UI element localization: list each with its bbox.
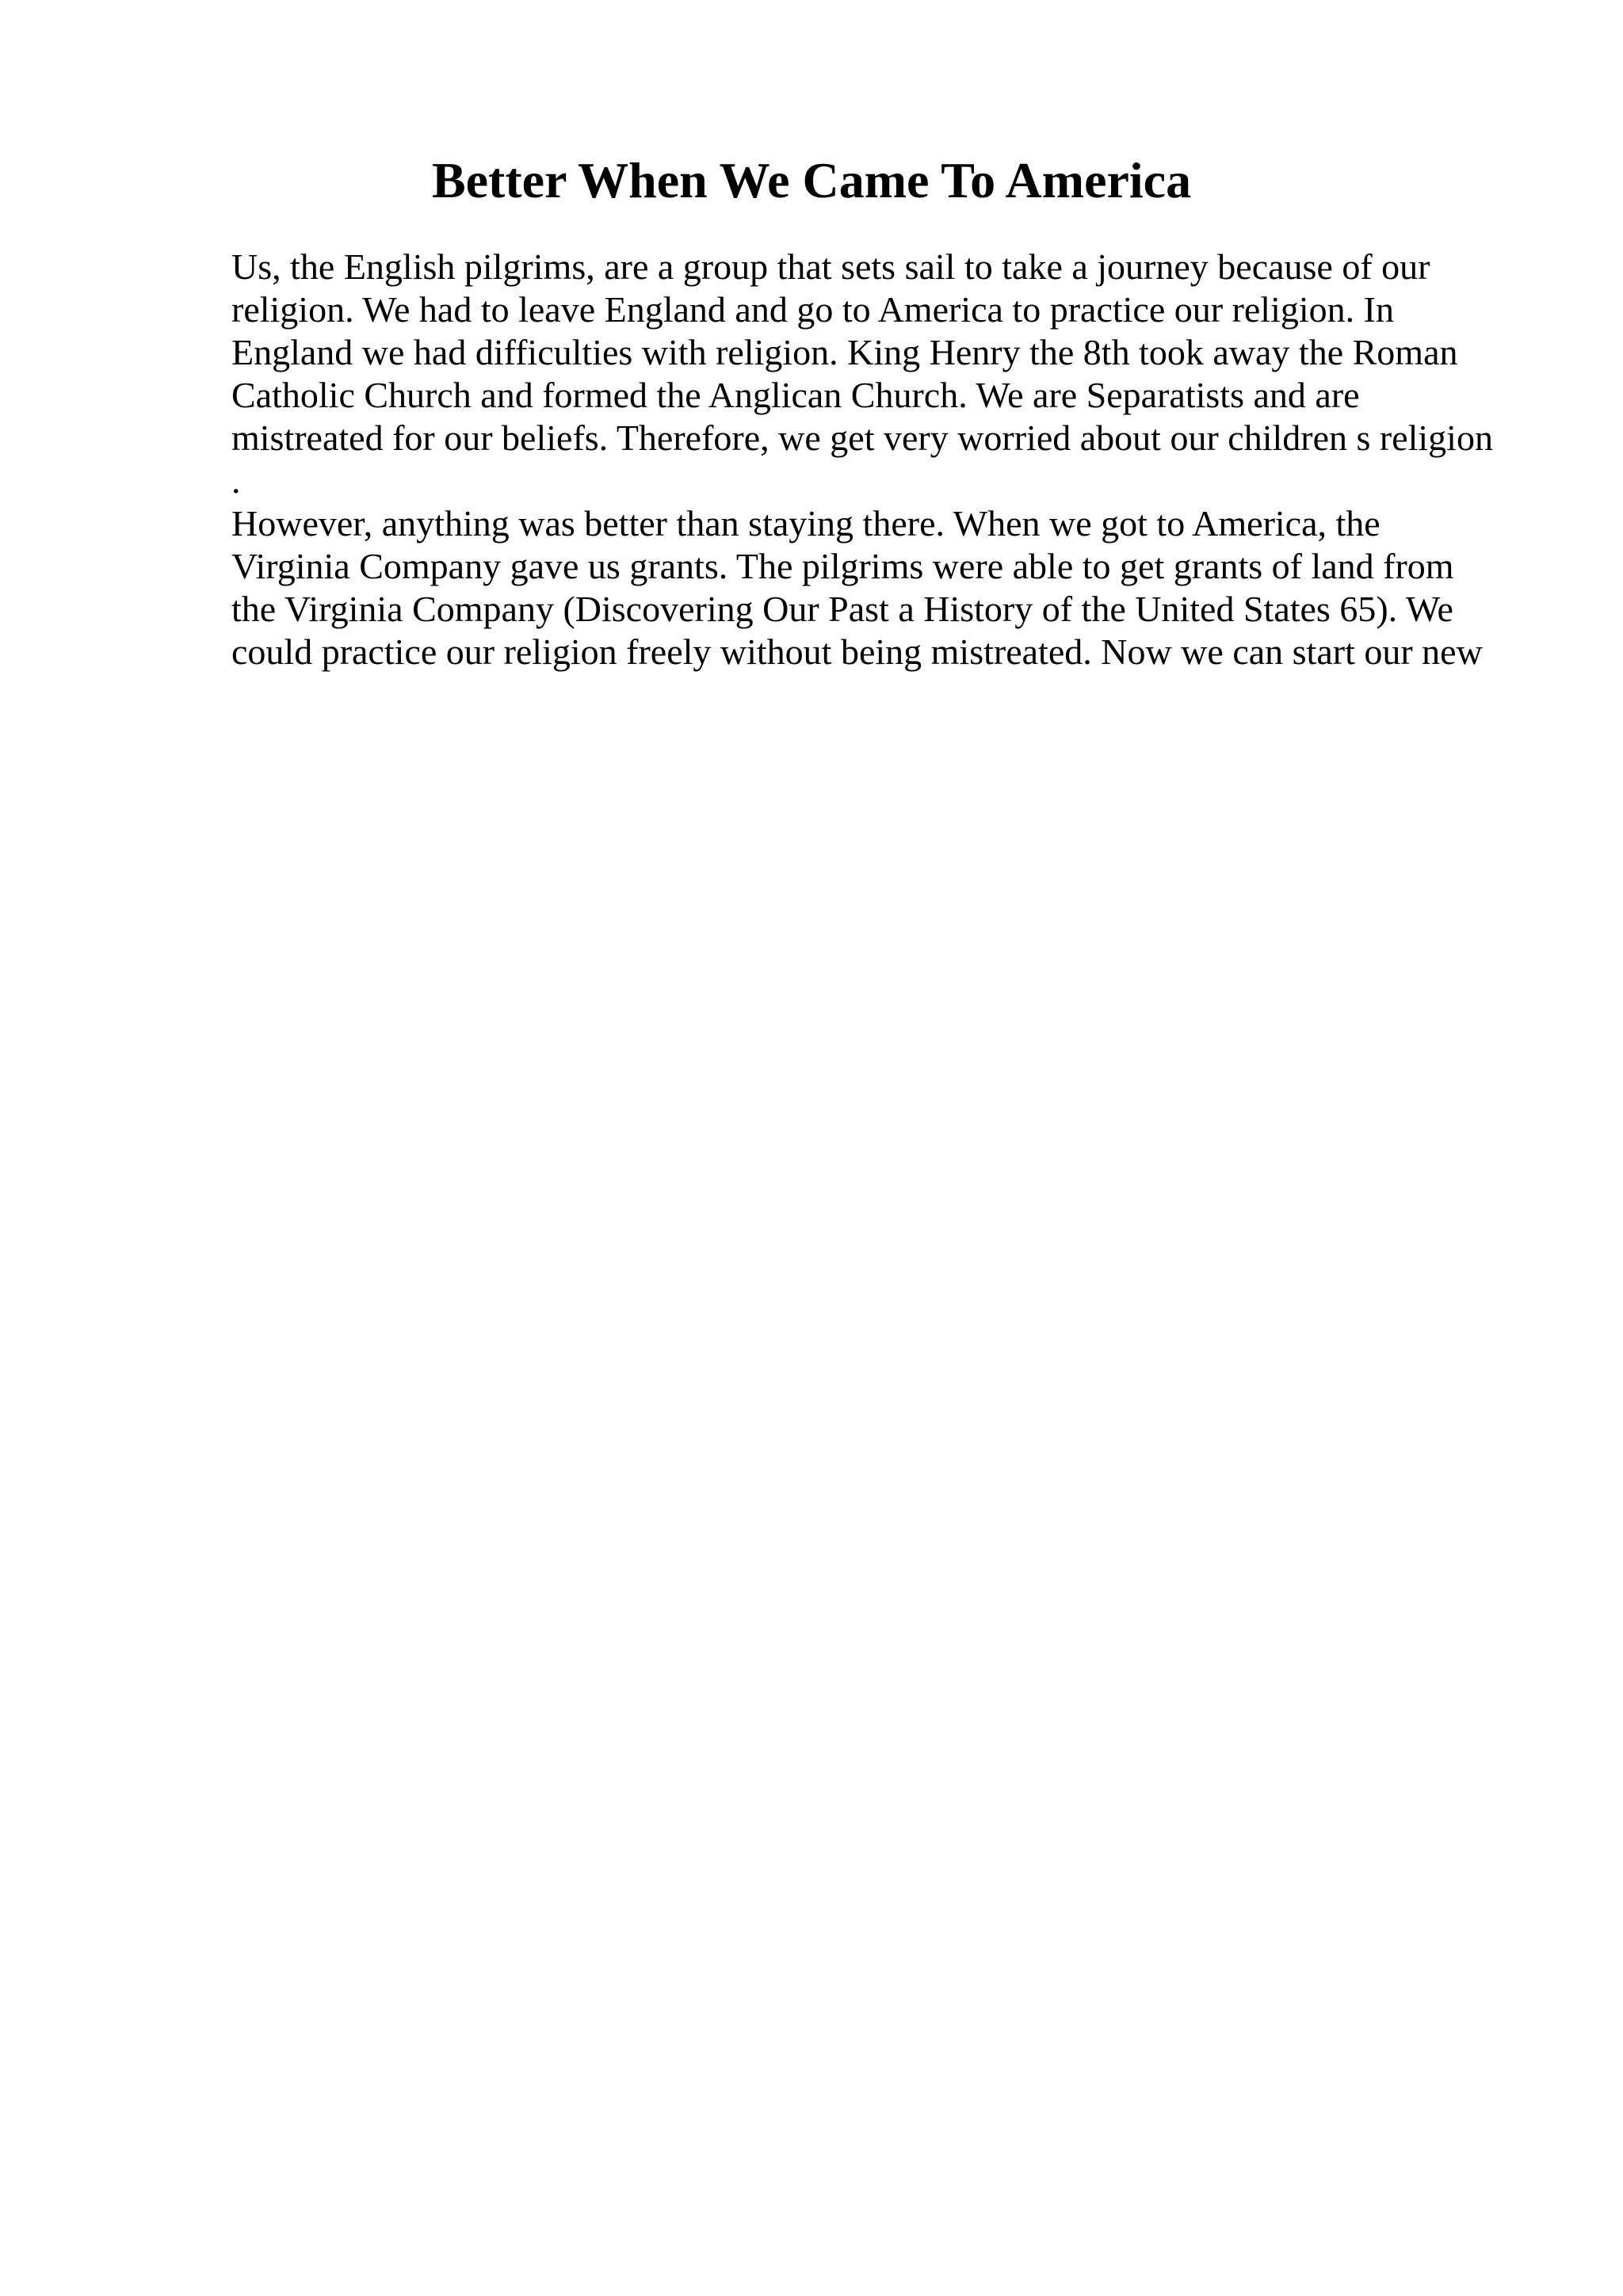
body-line: .: [231, 460, 241, 501]
document-body: [231, 246, 1539, 673]
document-title: Better When We Came To America: [431, 152, 1192, 208]
body-line: England we had difficulties with religion. King Henry the 8th took away the Roman: [231, 332, 1458, 372]
body-line: mistreated for our beliefs. Therefore, we get very worried about our children s religion: [231, 418, 1493, 458]
body-line: However, anything was better than staying there. When we got to America, the: [231, 503, 1381, 543]
body-line: Us, the English pilgrims, are a group that sets sail to take a journey because of our: [231, 246, 1430, 287]
body-line: Catholic Church and formed the Anglican Church. We are Separatists and are: [231, 375, 1360, 415]
body-line: could practice our religion freely without being mistreated. Now we can start our new: [231, 631, 1483, 672]
body-line: religion. We had to leave England and go to America to practice our religion. In: [231, 289, 1394, 330]
body-line: the Virginia Company (Discovering Our Past a History of the United States 65). We: [231, 589, 1453, 629]
body-line: Virginia Company gave us grants. The pilgrims were able to get grants of land from: [231, 546, 1454, 586]
